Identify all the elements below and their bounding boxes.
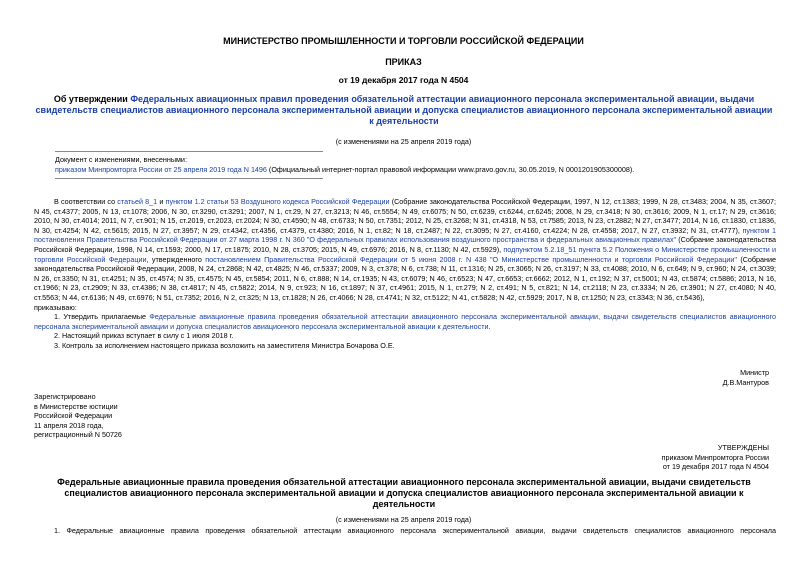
preamble-text: (Собрание законодательства Российской Федерации, 1998, N 14, ст.1593; 2000, N 17, ст.1875; 2010, N 28, ст.3705; 2015, N 49, ст.6976; 2016, N 8, ст.1130; N 42, ст.5929), bbox=[34, 235, 776, 254]
law-link-resolution-360[interactable]: пунктом 1 постановления Правительства Российской Федерации от 27 марта 1998 г. N 360 "О федеральных правилах использования воздушного пространства и федеральных авиационных правилах" bbox=[34, 225, 776, 245]
rules-link[interactable]: Федеральные авиационные правила проведения обязательной аттестации авиационного персонала экспериментальной авиации, выдачи свидетельств специалистов авиационного персонала экспериментальной авиации и допуска специалистов авиационного персонала экспериментальной авиации к деятельности bbox=[34, 312, 776, 331]
preamble-text: , утвержденного bbox=[146, 254, 206, 264]
registration-line: Зарегистрировано bbox=[34, 392, 96, 401]
approved-block bbox=[662, 443, 769, 472]
amendment-link[interactable]: приказом Минпромторга России от 25 апреля 2019 года N 1496 bbox=[55, 164, 267, 174]
law-link-subpoint[interactable]: подпунктом 5.2.18_51 пункта 5.2 Положения о Министерстве промышленности и торговли Российской Федерации bbox=[34, 244, 776, 264]
approved-line: приказом Минпромторга России bbox=[661, 452, 769, 462]
title-link[interactable]: Федеральных авиационных правил проведения обязательной аттестации авиационного персонала экспериментальной авиации, выдачи свидетельств специалистов авиационного персонала экспериментальной авиации и допуска специалистов авиационного персонала экспериментальной авиации к деятельности bbox=[35, 94, 773, 126]
preamble-text: В соответствии со bbox=[54, 197, 118, 206]
doc-type-heading: ПРИКАЗ bbox=[385, 57, 422, 67]
divider-top bbox=[55, 151, 323, 152]
registration-line: Российской Федерации bbox=[34, 411, 113, 421]
rules-title: Федеральные авиационные правила проведения обязательной аттестации авиационного персонала экспериментальной авиации, выдачи свидетельств специалистов авиационного персонала экспериментальной авиации и допуска специалистов авиационного персонала экспериментальной авиации к деятельности bbox=[57, 477, 751, 509]
amendments-block bbox=[55, 155, 775, 174]
divider-bottom bbox=[55, 178, 323, 179]
clause-2: 2. Настоящий приказ вступает в силу с 1 июля 2018 г. bbox=[54, 331, 234, 341]
date-number-heading: от 19 декабря 2017 года N 4504 bbox=[338, 75, 469, 85]
clause-3: 3. Контроль за исполнением настоящего приказа возложить на заместителя Министра Бочарова О.Е. bbox=[54, 340, 395, 350]
preamble-text: (Собрание законодательства Российской Федерации, 2008, N 24, ст.2868; N 42, ст.4825; N 46, ст.5337; 2009, N 3, ст.378; N 6, ст.738; N 11, ст.1316; N 25, ст.3065; N 26, ст.3197; N 33, ст.4088; 2010, N 6, ст.649; N 9, ст.960; N 24, ст.3039; N 26, ст.3350; N 31, ст.4251; N 35, ст.4574; N 35, ст.4575; N 45, ст.5854; 2011, N 6, ст.888; N 14, ст.1935; N 43, ст.6079; N 46, ст.6523; N 47, ст.6653; ст.6662; 2012, N 1, ст.192; N 37, ст.5001; N 43, ст.5874; ст.5886; 2013, N 16, ст.1966; N 23, ст.2909; N 33, ст.4386; N 38, ст.4817; N 45, ст.5822; 2014, N 9, ст.923; N 16, ст.1897; N 37, ст.4961; 2015, N 1, ст.279; N 2, ст.491; N 5, ст.821; N 14, ст.2118; N 23, ст.3334; N 26, ст.3901; N 27, ст.4080; N 40, ст.5563; N 44, ст.6136; N 49, ст.6976; N 51, ст.7352; 2016, N 2, ст.325; N 13, ст.1828; N 26, ст.4066; N 28, ст.4741; N 32, ст.5122; N 41, ст.5828; N 42, ст.5929; 2017, N 8, ст.1250; N 23, ст.3343; N 36, ст.5436), bbox=[34, 254, 777, 302]
preamble-text: и bbox=[157, 197, 166, 206]
rules-revision-note: (с изменениями на 25 апреля 2019 года) bbox=[335, 515, 472, 524]
signature-name: Д.В.Мантуров bbox=[722, 378, 769, 387]
clause-1-text: 1. Утвердить прилагаемые bbox=[54, 312, 150, 322]
approved-line: УТВЕРЖДЕНЫ bbox=[717, 443, 769, 452]
preamble-paragraph bbox=[34, 197, 776, 303]
amendment-source: (Официальный интернет-портал правовой информации www.pravo.gov.ru, 30.05.2019, N 0001201905300008). bbox=[266, 164, 635, 174]
order-word: приказываю: bbox=[34, 302, 77, 312]
law-link-resolution-438[interactable]: постановлением Правительства Российской Федерации от 5 июня 2008 г. N 438 "О Министерстве промышленности и торговли Российской Федерации" bbox=[205, 254, 737, 264]
preamble-text: (Собрание законодательства Российской Федерации, 1997, N 12, ст.1383; 1999, N 28, ст.3483; 2004, N 35, ст.3607; N 45, ст.4377; 2005, N 13, ст.1078; 2006, N 30, ст.3290, ст.3291; 2007, N 1, ст.29, N 27, ст.3213; N 46, ст.5554; N 49, ст.6075; N 50, ст.6239, ст.6244, ст.6245; 2008, N 29, ст.3418; N 30, ст.3616; 2009, N 1, ст.17; N 29, ст.3616; 2010, N 30, ст.4014; 2011, N 7, ст.901; N 15, ст.2019, ст.2023, ст.2024; N 30, ст.4590; N 48, ст.6733; N 50, ст.7351; 2012, N 25, ст.3268; N 31, ст.4318, N 53, ст.7585; 2013, N 23, ст.2882; N 27, ст.3477; 2014, N 16, ст.1830, ст.1836, N 30, ст.4254; N 42, ст.5615; 2015, N 27, ст.3957; N 29, ст.4342, ст.4356, ст.4379, ст.4380; 2016, N 1, ст.82; N 18, ст.2487; N 22, ст.3095; N 27, ст.4160, ст.4224; N 28, ст.4558; 2017, N 27, ст.3932; N 31, ст.4777), bbox=[34, 197, 777, 235]
registration-block bbox=[34, 392, 234, 440]
ministry-heading: МИНИСТЕРСТВО ПРОМЫШЛЕННОСТИ И ТОРГОВЛИ РОССИЙСКОЙ ФЕДЕРАЦИИ bbox=[223, 36, 584, 46]
amendments-line bbox=[55, 165, 775, 175]
registration-line: 11 апреля 2018 года, bbox=[34, 420, 104, 430]
title-prefix: Об утверждении bbox=[53, 94, 131, 104]
registration-line: регистрационный N 50726 bbox=[34, 430, 122, 440]
approved-line: от 19 декабря 2017 года N 4504 bbox=[662, 462, 769, 472]
registration-line: в Министерстве юстиции bbox=[34, 401, 118, 411]
rules-first-paragraph: 1. Федеральные авиационные правила проведения обязательной аттестации авиационного персонала экспериментальной авиации, выдачи свидетельств специалистов авиационного персонала bbox=[54, 526, 776, 535]
signature-position: Министр bbox=[740, 368, 769, 377]
order-body bbox=[34, 197, 776, 351]
law-link-article[interactable]: статьей 8_1 bbox=[117, 197, 158, 206]
order-title bbox=[34, 94, 774, 127]
clause-1-end: . bbox=[488, 321, 491, 331]
clause-1 bbox=[34, 312, 776, 331]
law-link-code[interactable]: пунктом 1.2 статьи 53 Воздушного кодекса Российской Федерации bbox=[165, 197, 390, 206]
amendments-intro: Документ с изменениями, внесенными: bbox=[55, 155, 187, 164]
revision-note: (с изменениями на 25 апреля 2019 года) bbox=[335, 137, 472, 146]
